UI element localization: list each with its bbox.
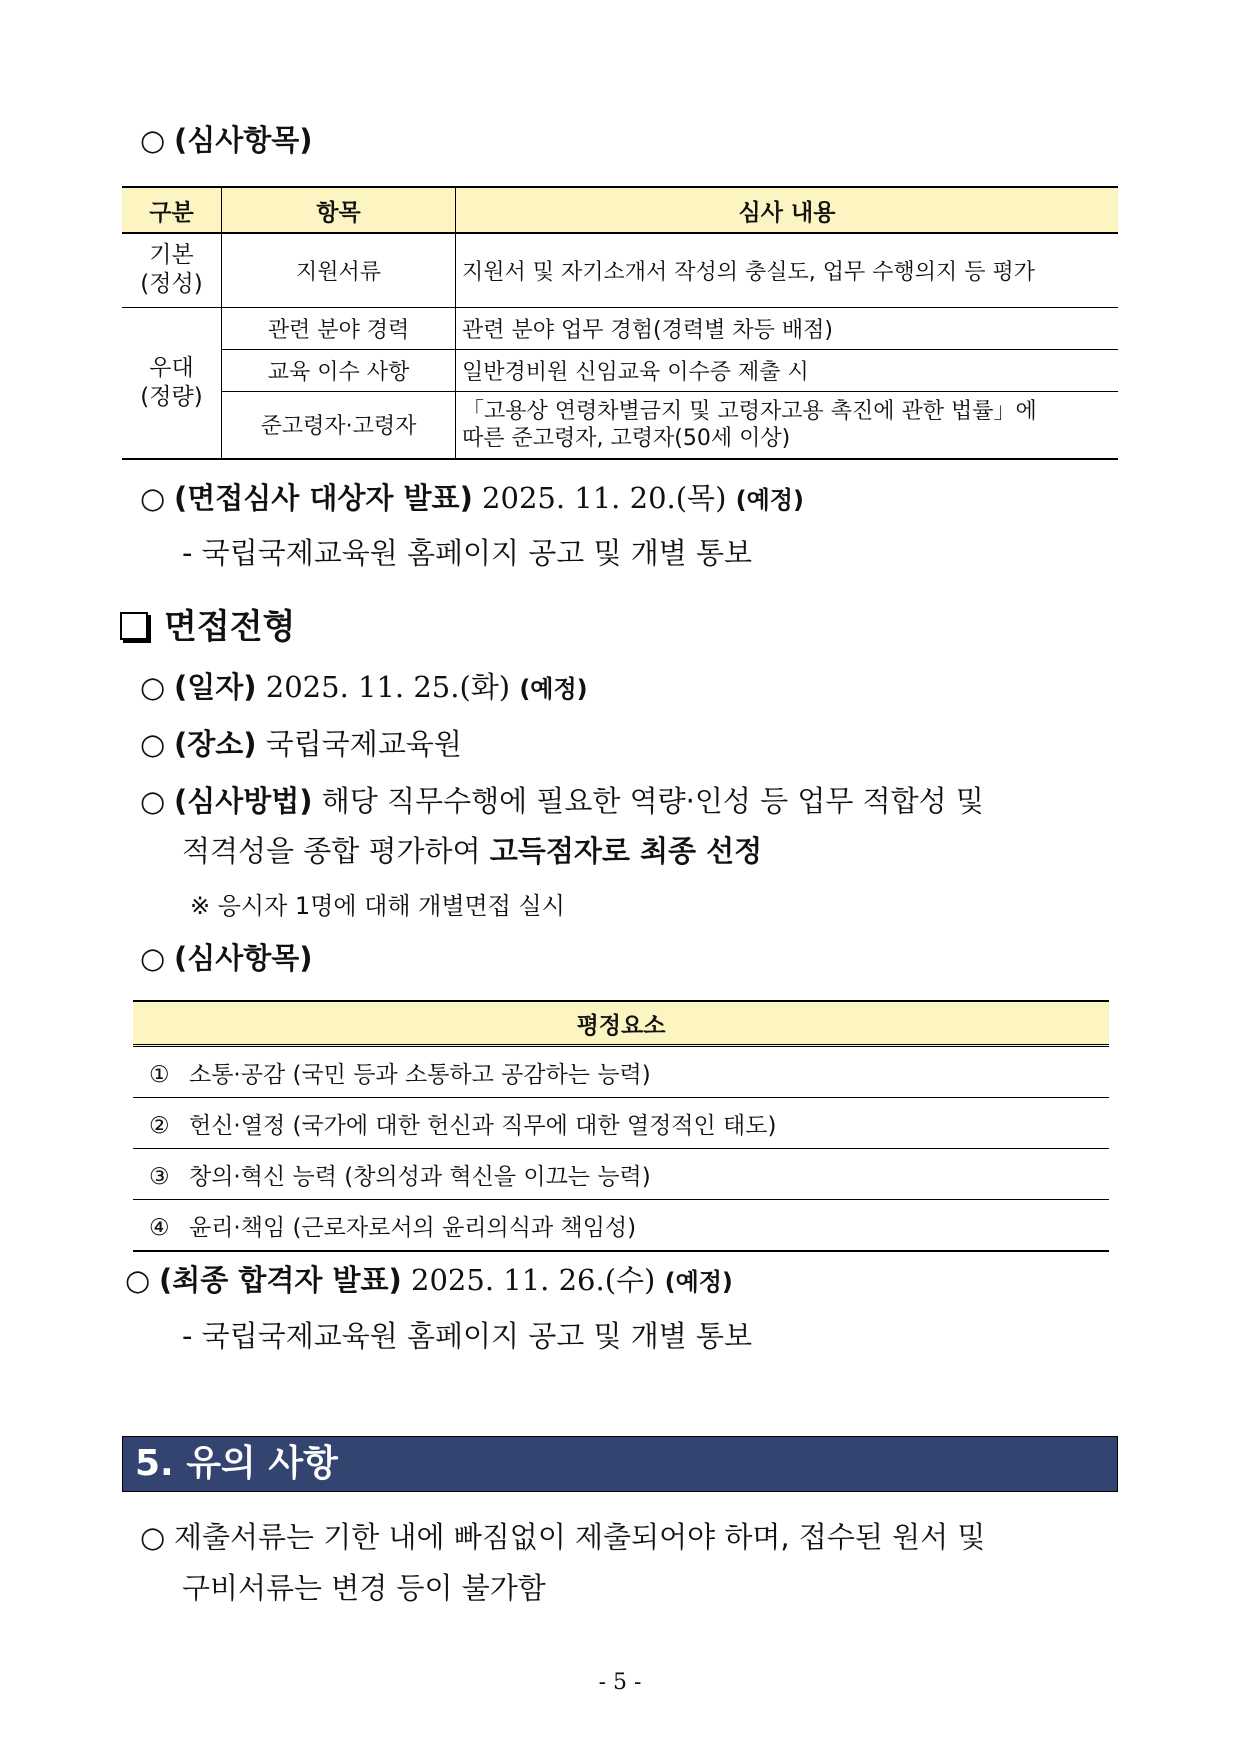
bullet-circle-icon: ○ bbox=[140, 727, 166, 761]
group-basic: 기본 (정성) bbox=[122, 233, 222, 307]
final-announcement: ○ (최종 합격자 발표) 2025. 11. 26.(수) (예정) bbox=[125, 1260, 733, 1302]
interview-target-announcement: ○ (면접심사 대상자 발표) 2025. 11. 20.(목) (예정) bbox=[140, 478, 804, 520]
table-row bbox=[122, 391, 1118, 459]
interview-method-line2: 적격성을 종합 평가하여 고득점자로 최종 선정 bbox=[182, 834, 763, 868]
group-bonus: 우대 (정량) bbox=[122, 307, 222, 459]
table-row bbox=[133, 1149, 1109, 1200]
interview-place: ○ (장소) 국립국제교육원 bbox=[140, 724, 462, 764]
table-header-row bbox=[122, 187, 1118, 233]
document-review-table bbox=[122, 186, 1118, 460]
content-cell: 지원서 및 자기소개서 작성의 충실도, 업무 수행의지 등 평가 bbox=[456, 233, 1119, 307]
review-items-heading: ○ (심사항목) bbox=[140, 120, 313, 160]
interview-target-sub: - 국립국제교육원 홈페이지 공고 및 개별 통보 bbox=[182, 536, 753, 570]
item-cell: 교육 이수 사항 bbox=[222, 349, 456, 391]
bullet-circle-icon: ○ bbox=[140, 1520, 166, 1554]
bullet-circle-icon: ○ bbox=[125, 1263, 151, 1297]
interview-method: ○ (심사방법) 해당 직무수행에 필요한 역량·인성 등 업무 적합성 및 bbox=[140, 781, 1120, 821]
content-cell: 일반경비원 신임교육 이수증 제출 시 bbox=[456, 349, 1119, 391]
content-cell: 관련 분야 업무 경험(경력별 차등 배점) bbox=[456, 307, 1119, 349]
table-row bbox=[122, 307, 1118, 349]
page-number: - 5 - bbox=[598, 1670, 642, 1695]
eval-cell: ③ 창의·혁신 능력 (창의성과 혁신을 이끄는 능력) bbox=[133, 1149, 1109, 1200]
header-eval: 평정요소 bbox=[133, 1001, 1109, 1046]
bullet-circle-icon: ○ bbox=[140, 941, 166, 975]
item-cell: 준고령자·고령자 bbox=[222, 391, 456, 459]
section-5-title: 5. 유의 사항 bbox=[122, 1436, 1118, 1492]
table-header-row bbox=[133, 1001, 1109, 1046]
section-5-item-line2: 구비서류는 변경 등이 불가함 bbox=[182, 1571, 546, 1605]
header-category: 구분 bbox=[122, 187, 222, 233]
table-row bbox=[133, 1098, 1109, 1149]
table-row bbox=[133, 1046, 1109, 1098]
bullet-circle-icon: ○ bbox=[140, 784, 166, 818]
section-5-item: ○ 제출서류는 기한 내에 빠짐없이 제출되어야 하며, 접수된 원서 및 bbox=[140, 1517, 1120, 1557]
interview-method-note: ※ 응시자 1명에 대해 개별면접 실시 bbox=[190, 892, 565, 920]
item-cell: 관련 분야 경력 bbox=[222, 307, 456, 349]
table-row bbox=[122, 233, 1118, 307]
bullet-circle-icon: ○ bbox=[140, 481, 166, 515]
table-row bbox=[133, 1200, 1109, 1252]
interview-section-title: 면접전형 bbox=[120, 604, 295, 650]
table-row bbox=[122, 349, 1118, 391]
item-cell: 지원서류 bbox=[222, 233, 456, 307]
interview-items-heading: ○ (심사항목) bbox=[140, 938, 313, 978]
final-announcement-sub: - 국립국제교육원 홈페이지 공고 및 개별 통보 bbox=[182, 1319, 753, 1353]
eval-cell: ④ 윤리·책임 (근로자로서의 윤리의식과 책임성) bbox=[133, 1200, 1109, 1252]
header-item: 항목 bbox=[222, 187, 456, 233]
header-content: 심사 내용 bbox=[456, 187, 1119, 233]
bullet-circle-icon: ○ bbox=[140, 670, 166, 704]
eval-cell: ② 헌신·열정 (국가에 대한 헌신과 직무에 대한 열정적인 태도) bbox=[133, 1098, 1109, 1149]
evaluation-table bbox=[133, 1000, 1109, 1252]
interview-date: ○ (일자) 2025. 11. 25.(화) (예정) bbox=[140, 667, 588, 709]
content-cell: 「고용상 연령차별금지 및 고령자고용 촉진에 관한 법률」에 따른 준고령자, 고령자(50세 이상) bbox=[456, 391, 1119, 459]
eval-cell: ① 소통·공감 (국민 등과 소통하고 공감하는 능력) bbox=[133, 1046, 1109, 1098]
checkbox-square-icon bbox=[120, 612, 148, 640]
bullet-circle-icon: ○ bbox=[140, 123, 166, 157]
